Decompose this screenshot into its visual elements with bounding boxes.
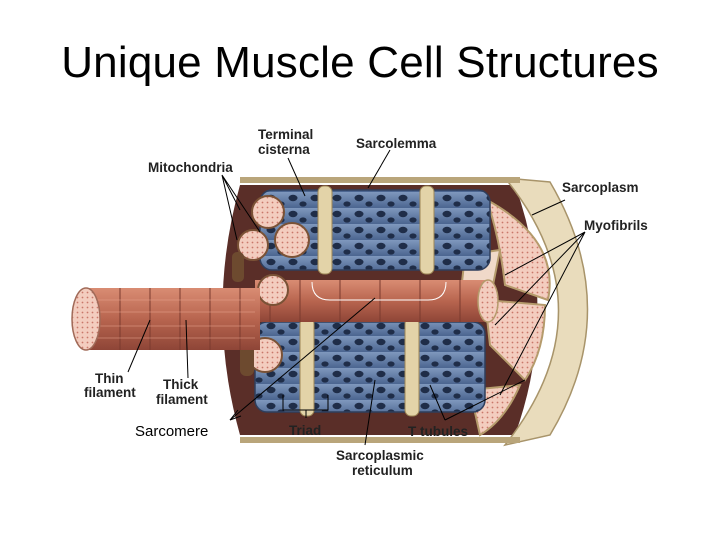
label-mitochondria: Mitochondria — [148, 160, 233, 175]
protruding-myofibril — [72, 288, 260, 350]
label-terminal-cisterna-1: Terminal — [258, 127, 314, 142]
label-sarcolemma: Sarcolemma — [356, 136, 437, 151]
label-terminal-cisterna-2: cisterna — [258, 142, 310, 157]
central-myofibril — [255, 280, 498, 322]
label-thin-filament-2: filament — [84, 385, 136, 400]
label-thick-filament-2: filament — [156, 392, 208, 407]
label-thin-filament-1: Thin — [95, 371, 124, 386]
slide-title: Unique Muscle Cell Structures — [61, 38, 659, 87]
label-myofibrils: Myofibrils — [584, 218, 648, 233]
sarcoplasmic-reticulum-lower — [255, 318, 485, 416]
label-thick-filament-1: Thick — [163, 377, 199, 392]
label-t-tubules: T tubules — [408, 424, 468, 439]
label-sarcoplasmic-reticulum-2: reticulum — [352, 463, 413, 478]
label-sarcomere: Sarcomere — [135, 423, 209, 440]
label-sarcoplasm: Sarcoplasm — [562, 180, 639, 195]
label-sarcoplasmic-reticulum-1: Sarcoplasmic — [336, 448, 424, 463]
label-triad: Triad — [289, 423, 322, 438]
